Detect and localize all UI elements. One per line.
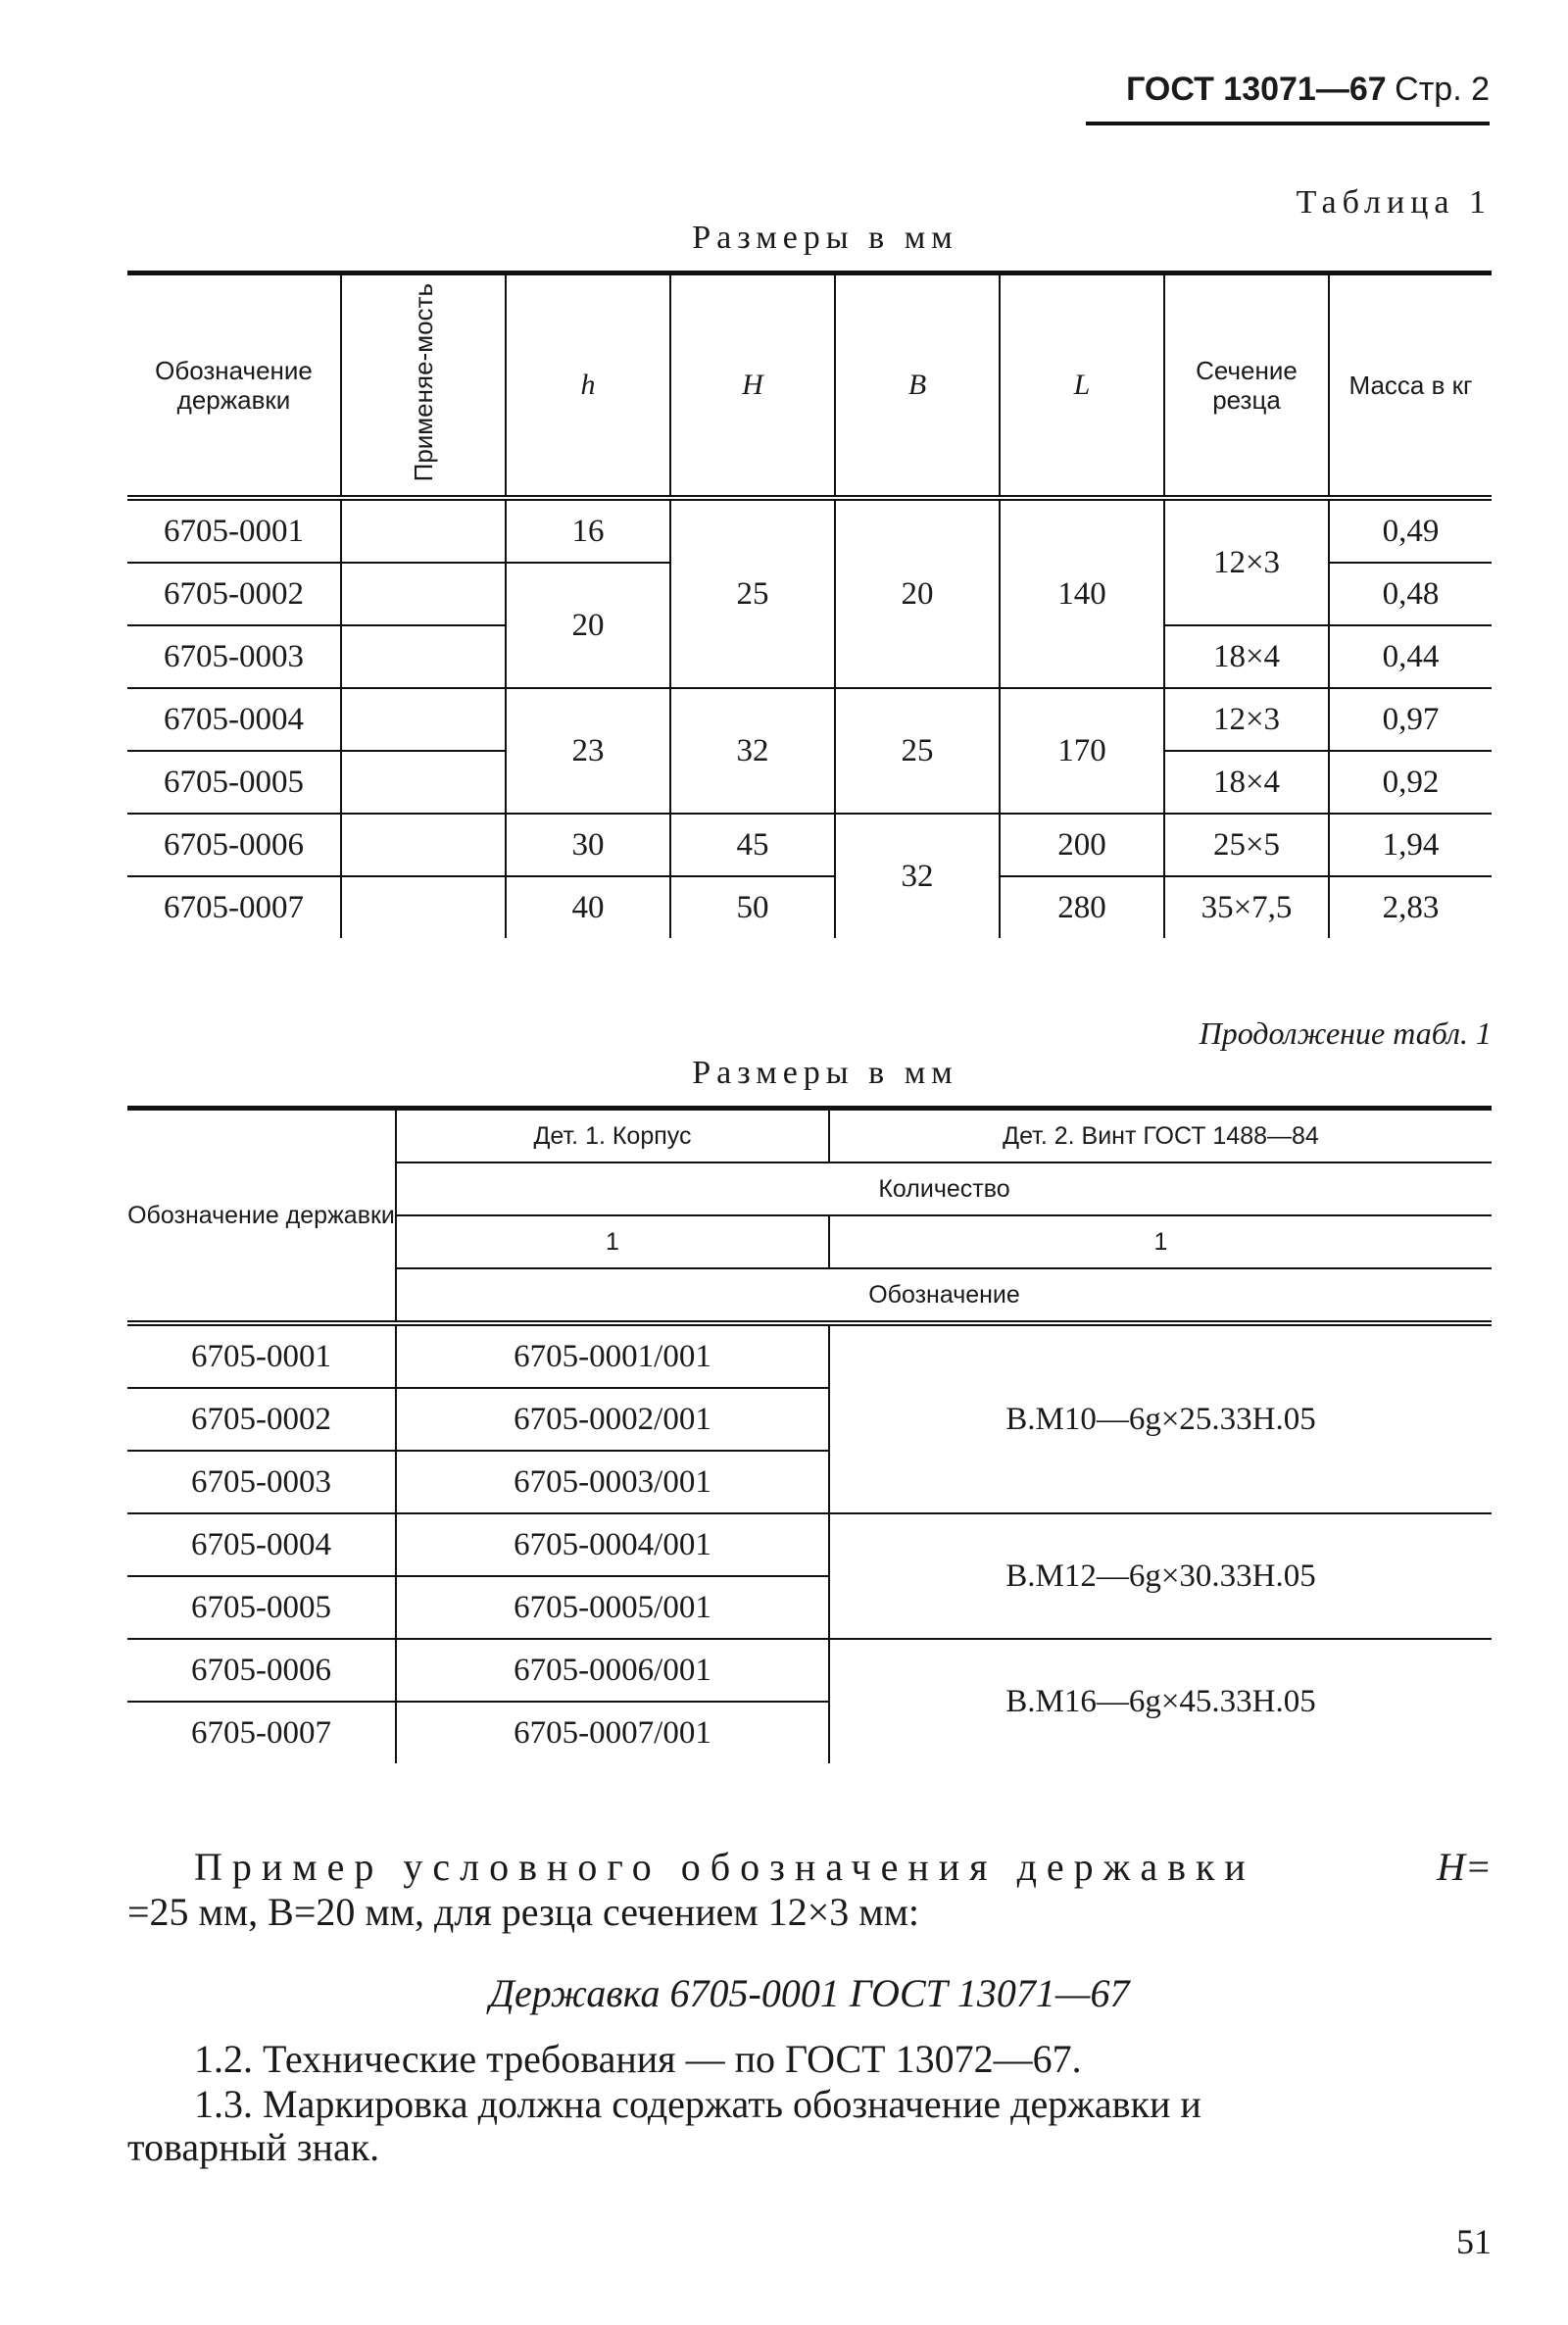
cell-designation: 6705-0002 [127, 1388, 396, 1451]
col-header-part1: Дет. 1. Корпус [396, 1109, 829, 1163]
page-header [1078, 71, 1490, 109]
cell-part1: 6705-0006/001 [396, 1639, 829, 1702]
cell-part1: 6705-0005/001 [396, 1576, 829, 1639]
standard-code: ГОСТ 13071—67 [1126, 71, 1387, 108]
cell-applicability [341, 688, 506, 751]
cell-part1: 6705-0003/001 [396, 1451, 829, 1513]
cell-designation: 6705-0001 [127, 1323, 396, 1388]
cell-applicability [341, 563, 506, 625]
col-header-L: L [1000, 273, 1164, 499]
cell-designation: 6705-0007 [191, 1714, 331, 1751]
cell-h: 40 [506, 876, 670, 938]
example-designation: Державка 6705-0001 ГОСТ 13071—67 [489, 1971, 1130, 2015]
cell-B: 20 [835, 498, 1000, 688]
cell-B: 32 [835, 814, 1000, 938]
cell-part1: 6705-0001/001 [396, 1323, 829, 1388]
cell-mass: 0,49 [1329, 498, 1492, 563]
cell-H: 45 [670, 814, 835, 876]
col-header-H: H [670, 273, 835, 499]
cell-applicability [341, 498, 506, 563]
example-line-1 [194, 1845, 1492, 1890]
cell-part2: В.М10—6g×25.33Н.05 [829, 1323, 1492, 1513]
cell-L: 200 [1000, 814, 1164, 876]
col-header-applicability-label: Применяе-мость [409, 282, 438, 482]
col-header-qty2: 1 [829, 1215, 1492, 1268]
cell-H: 25 [670, 498, 835, 688]
cell-applicability [341, 876, 506, 938]
cell-section: 35×7,5 [1164, 876, 1329, 938]
cell-section: 12×3 [1164, 688, 1329, 751]
cell-section: 18×4 [1164, 625, 1329, 688]
cell-H: 32 [670, 688, 835, 814]
paragraph-1-3-line-2: товарный знак. [127, 2125, 380, 2169]
cell-applicability [341, 751, 506, 814]
col-header-h: h [506, 273, 670, 499]
col-header-quantity: Количество [396, 1162, 1492, 1215]
paragraph-1-3-line-1: 1.3. Маркировка должна содержать обозначение державки и [194, 2082, 1201, 2126]
page-label: Стр. 2 [1395, 71, 1490, 108]
cell-designation: 6705-0003 [127, 625, 341, 688]
table2-header-row [127, 1109, 1492, 1163]
cell-designation: 6705-0005 [127, 751, 341, 814]
col-header-part2: Дет. 2. Винт ГОСТ 1488—84 [829, 1109, 1492, 1163]
cell-mass: 2,83 [1329, 876, 1492, 938]
col-header-section: Сечение резца [1164, 273, 1329, 499]
example-line-1-var: Н= [1437, 1845, 1492, 1889]
cell-mass: 1,94 [1329, 814, 1492, 876]
cell-designation: 6705-0005 [127, 1576, 396, 1639]
table-row [127, 688, 1492, 751]
cell-B: 25 [835, 688, 1000, 814]
cell-applicability [341, 625, 506, 688]
table2-caption: Продолжение табл. 1 [1199, 1015, 1492, 1051]
cell-h: 20 [506, 563, 670, 688]
col-header-qty1: 1 [396, 1215, 829, 1268]
cell-designation: 6705-0002 [127, 563, 341, 625]
cell-designation: 6705-0006 [127, 1639, 396, 1702]
table-row [127, 1513, 1492, 1576]
table1 [127, 271, 1492, 938]
example-line-1-text: Пример условного обозначения державки [194, 1845, 1255, 1889]
paragraph-1-2: 1.2. Технические требования — по ГОСТ 13072—67. [194, 2037, 1082, 2081]
header-rule [1086, 122, 1490, 125]
cell-h: 30 [506, 814, 670, 876]
cell-designation: 6705-0007 [164, 889, 304, 925]
col-header-applicability [341, 273, 506, 499]
table-row [127, 876, 1492, 938]
col-header-B: B [835, 273, 1000, 499]
cell-h: 16 [506, 498, 670, 563]
table2-units: Размеры в мм [692, 1055, 958, 1091]
col-header-mass: Масса в кг [1329, 273, 1492, 499]
cell-designation: 6705-0001 [127, 498, 341, 563]
table1-header-row [127, 273, 1492, 499]
col-header-designation: Обозначение державки [127, 273, 341, 499]
cell-part2: В.М16—6g×45.33Н.05 [829, 1639, 1492, 1763]
table-row [127, 1639, 1492, 1702]
table2 [127, 1106, 1492, 1763]
cell-designation: 6705-0003 [127, 1451, 396, 1513]
cell-L: 170 [1000, 688, 1164, 814]
cell-designation: 6705-0004 [127, 1513, 396, 1576]
table1-caption: Таблица 1 [1296, 184, 1492, 221]
example-line-2: =25 мм, В=20 мм, для резца сечением 12×3 мм: [127, 1890, 920, 1934]
cell-section: 12×3 [1164, 498, 1329, 625]
cell-part1: 6705-0002/001 [396, 1388, 829, 1451]
table-row [127, 814, 1492, 876]
cell-designation: 6705-0006 [127, 814, 341, 876]
cell-mass: 0,44 [1329, 625, 1492, 688]
cell-applicability [341, 814, 506, 876]
cell-h: 23 [506, 688, 670, 814]
cell-H: 50 [670, 876, 835, 938]
page-number: 51 [1456, 2222, 1492, 2261]
table-row [127, 1323, 1492, 1388]
table-row [127, 498, 1492, 563]
cell-part1: 6705-0004/001 [396, 1513, 829, 1576]
cell-part2: В.М12—6g×30.33Н.05 [829, 1513, 1492, 1639]
cell-mass: 0,48 [1329, 563, 1492, 625]
cell-mass: 0,97 [1329, 688, 1492, 751]
table1-units: Размеры в мм [692, 220, 958, 256]
cell-section: 18×4 [1164, 751, 1329, 814]
cell-L: 140 [1000, 498, 1164, 688]
cell-section: 25×5 [1164, 814, 1329, 876]
cell-L: 280 [1000, 876, 1164, 938]
cell-part1: 6705-0007/001 [396, 1702, 829, 1763]
cell-designation: 6705-0004 [127, 688, 341, 751]
cell-mass: 0,92 [1329, 751, 1492, 814]
col-header-designation: Обозначение державки [127, 1109, 396, 1324]
col-header-designation-sub: Обозначение [396, 1268, 1492, 1323]
